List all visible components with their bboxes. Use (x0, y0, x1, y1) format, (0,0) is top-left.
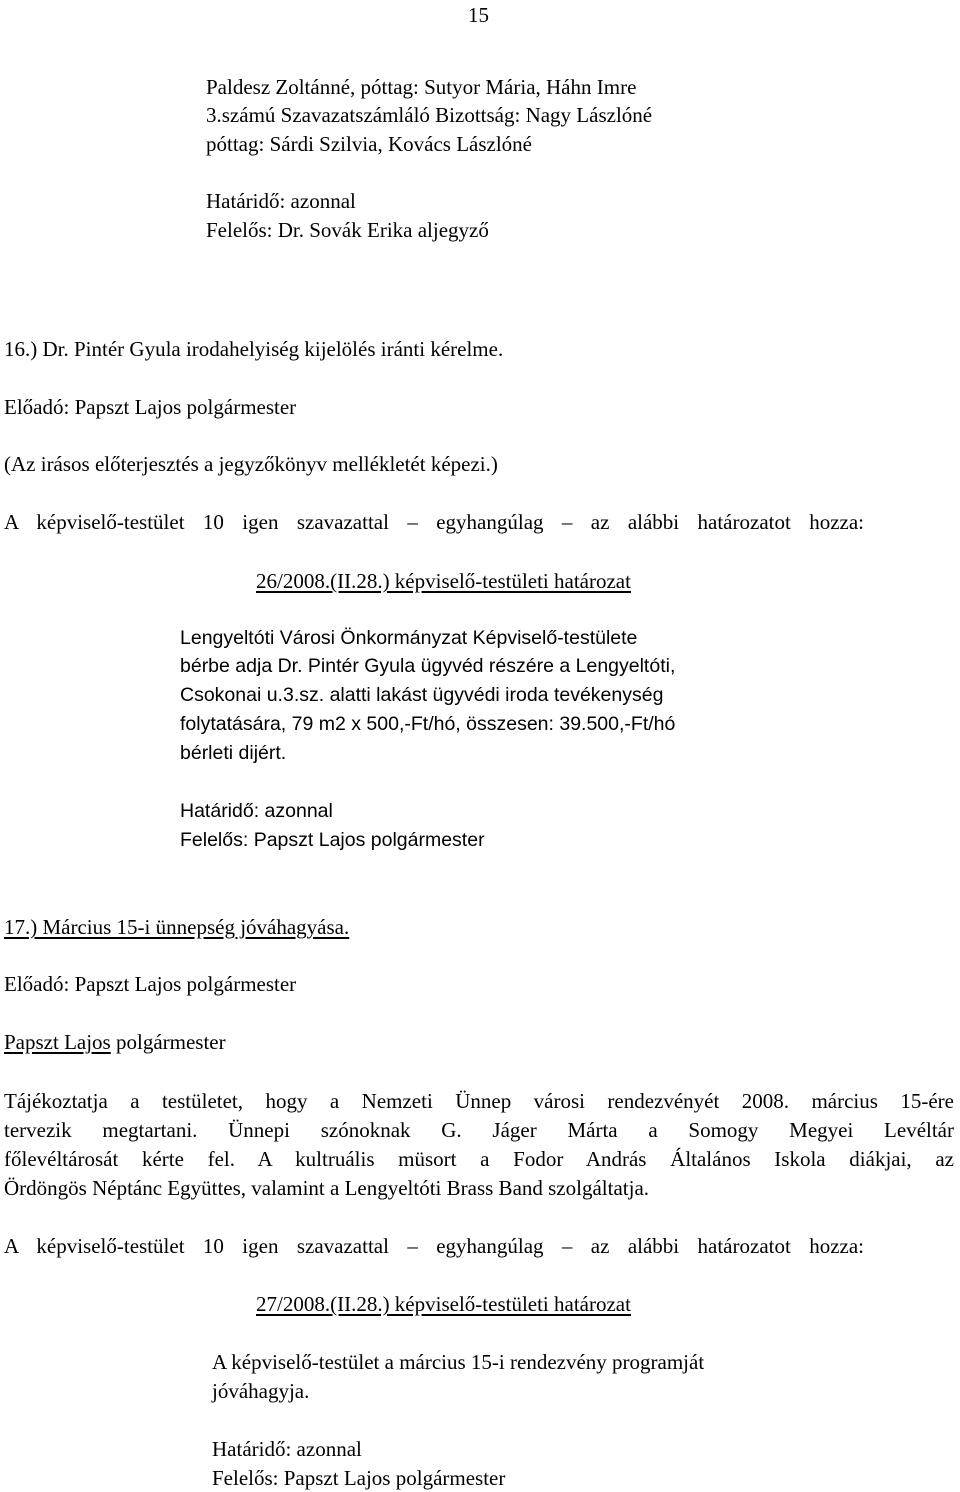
item-17-title: 17.) Március 15-i ünnepség jóváhagyása. (4, 915, 350, 939)
resolution-27-line-1: A képviselő-testület a március 15-i rendezvény programját (212, 1350, 705, 1374)
resolution-26-deadline: Határidő: azonnal (180, 800, 333, 822)
item-17-paragraph-line-4: Ördöngös Néptánc Együttes, valamint a Lengyeltóti Brass Band szolgáltatja. (4, 1176, 650, 1200)
resolution-26-responsible: Felelős: Papszt Lajos polgármester (180, 829, 485, 851)
committee-line-2: 3.számú Szavazatszámláló Bizottság: Nagy Lászlóné (206, 103, 653, 127)
committee-line-1: Paldesz Zoltánné, póttag: Sutyor Mária, Háhn Imre (206, 75, 637, 99)
resolution-26-line-4: folytatására, 79 m2 x 500,-Ft/hó, összesen: 39.500,-Ft/hó (180, 713, 676, 735)
item-17-presenter: Előadó: Papszt Lajos polgármester (4, 972, 297, 996)
responsible-1: Felelős: Dr. Sovák Erika aljegyző (206, 218, 489, 242)
resolution-27-responsible: Felelős: Papszt Lajos polgármester (212, 1466, 506, 1490)
resolution-26-line-3: Csokonai u.3.sz. alatti lakást ügyvédi iroda tevékenység (180, 684, 664, 706)
item-16-note: (Az irásos előterjesztés a jegyzőkönyv mellékletét képezi.) (4, 452, 498, 476)
item-16-vote: A képviselő-testület 10 igen szavazattal – egyhangúlag – az alábbi határozatot hozza: (4, 510, 864, 534)
resolution-27-line-2: jóváhagyja. (212, 1379, 310, 1403)
item-17-paragraph-line-2: tervezik megtartani. Ünnepi szónoknak G. Jáger Márta a Somogy Megyei Levéltár (4, 1118, 954, 1142)
resolution-26-line-1: Lengyeltóti Városi Önkormányzat Képviselő-testülete (180, 627, 638, 649)
item-16-presenter: Előadó: Papszt Lajos polgármester (4, 395, 297, 419)
speaker-name: Papszt Lajos (4, 1030, 111, 1054)
item-16-title: 16.) Dr. Pintér Gyula irodahelyiség kijelölés iránti kérelme. (4, 337, 504, 361)
resolution-26-line-5: bérleti dijért. (180, 742, 287, 764)
resolution-27-deadline: Határidő: azonnal (212, 1437, 362, 1461)
resolution-26-line-2: bérbe adja Dr. Pintér Gyula ügyvéd részére a Lengyeltóti, (180, 655, 676, 677)
item-17-speaker (4, 1029, 226, 1055)
deadline-1: Határidő: azonnal (206, 189, 356, 213)
item-17-paragraph-line-1: Tájékoztatja a testületet, hogy a Nemzeti Ünnep városi rendezvényét 2008. március 15-ére (4, 1089, 954, 1113)
committee-line-3: póttag: Sárdi Szilvia, Kovács Lászlóné (206, 132, 533, 156)
resolution-26-title: 26/2008.(II.28.) képviselő-testületi határozat (256, 569, 631, 593)
speaker-role: polgármester (110, 1030, 226, 1054)
page-number: 15 (468, 3, 489, 27)
item-17-vote: A képviselő-testület 10 igen szavazattal – egyhangúlag – az alábbi határozatot hozza: (4, 1234, 864, 1258)
resolution-27-title: 27/2008.(II.28.) képviselő-testületi határozat (256, 1292, 631, 1316)
item-17-paragraph-line-3: főlevéltárosát kérte fel. A kultruális müsort a Fodor András Általános Iskola diákjai, az (4, 1147, 954, 1171)
